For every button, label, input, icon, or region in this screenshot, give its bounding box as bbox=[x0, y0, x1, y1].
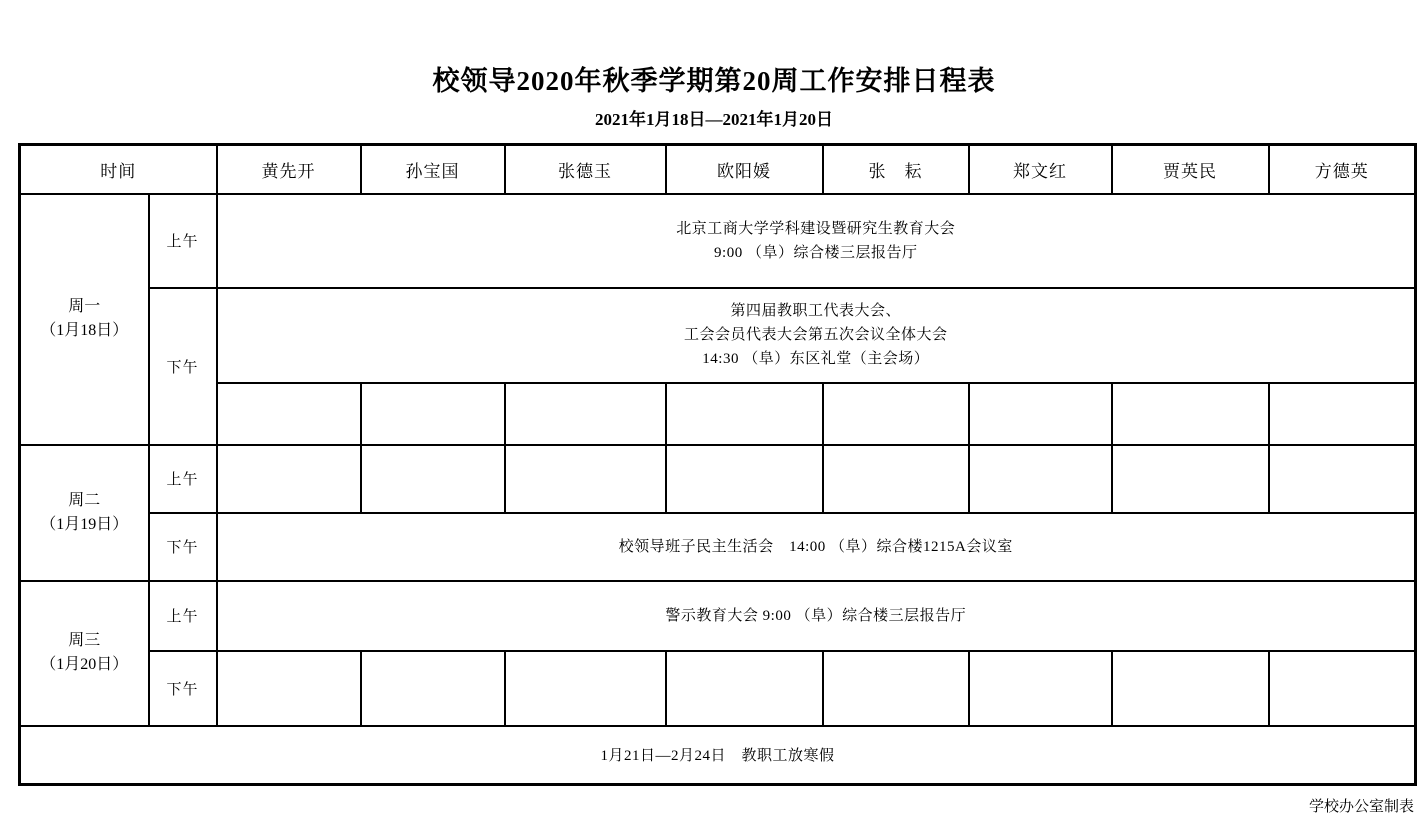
monday-empty-row bbox=[20, 383, 1416, 445]
leader-header: 孙宝国 bbox=[361, 145, 505, 194]
wednesday-pm-label: 下午 bbox=[149, 651, 217, 726]
monday-am-label: 上午 bbox=[149, 194, 217, 288]
footer-note: 学校办公室制表 bbox=[1308, 798, 1414, 815]
tuesday-pm-label: 下午 bbox=[149, 513, 217, 581]
event-line: 工会会员代表大会第五次会议全体大会 bbox=[683, 327, 948, 343]
empty-cell bbox=[666, 651, 823, 726]
event-line: 校领导班子民主生活会 14:00 （阜）综合楼1215A会议室 bbox=[618, 538, 1013, 555]
monday-am-event bbox=[217, 194, 1416, 288]
tuesday-am-label: 上午 bbox=[149, 445, 217, 513]
empty-cell bbox=[361, 445, 505, 513]
empty-cell bbox=[1112, 383, 1269, 445]
day-cell-wednesday bbox=[20, 581, 149, 726]
empty-cell bbox=[666, 383, 823, 445]
wednesday-am-event bbox=[217, 581, 1416, 651]
day-date: （1月18日） bbox=[40, 322, 129, 339]
empty-cell bbox=[666, 445, 823, 513]
empty-cell bbox=[505, 383, 666, 445]
day-name: 周三 bbox=[68, 632, 101, 649]
empty-cell bbox=[361, 651, 505, 726]
empty-cell bbox=[969, 445, 1112, 513]
tuesday-pm-row bbox=[20, 513, 1416, 581]
event-line: 9:00 （阜）综合楼三层报告厅 bbox=[714, 244, 918, 261]
tuesday-pm-event bbox=[217, 513, 1416, 581]
wednesday-am-row bbox=[20, 581, 1416, 651]
date-range-subtitle: 2021年1月18日—2021年1月20日 bbox=[595, 110, 833, 129]
empty-cell bbox=[1112, 651, 1269, 726]
tuesday-am-row bbox=[20, 445, 1416, 513]
empty-cell bbox=[969, 651, 1112, 726]
day-name: 周一 bbox=[68, 298, 101, 315]
leader-header: 黄先开 bbox=[217, 145, 361, 194]
empty-cell bbox=[217, 651, 361, 726]
event-line: 警示教育大会 9:00 （阜）综合楼三层报告厅 bbox=[665, 607, 967, 624]
empty-cell bbox=[823, 651, 969, 726]
empty-cell bbox=[1269, 651, 1416, 726]
day-cell-monday bbox=[20, 194, 149, 445]
empty-cell bbox=[505, 651, 666, 726]
header-row bbox=[20, 145, 1416, 194]
leader-header: 郑文红 bbox=[969, 145, 1112, 194]
page-title: 校领导2020年秋季学期第20周工作安排日程表 bbox=[432, 66, 996, 96]
day-date: （1月20日） bbox=[40, 656, 129, 673]
day-name: 周二 bbox=[68, 491, 101, 509]
empty-cell bbox=[823, 383, 969, 445]
monday-pm-label: 下午 bbox=[149, 288, 217, 445]
day-date: （1月19日） bbox=[40, 515, 129, 533]
event-line: 第四届教职工代表大会、 bbox=[730, 303, 901, 319]
leader-header: 张 耘 bbox=[823, 145, 969, 194]
empty-cell bbox=[1112, 445, 1269, 513]
empty-cell bbox=[969, 383, 1112, 445]
empty-cell bbox=[823, 445, 969, 513]
day-cell-tuesday bbox=[20, 445, 149, 581]
empty-cell bbox=[217, 445, 361, 513]
monday-pm-row bbox=[20, 288, 1416, 383]
empty-cell bbox=[505, 445, 666, 513]
wednesday-am-label: 上午 bbox=[149, 581, 217, 651]
empty-cell bbox=[361, 383, 505, 445]
empty-cell bbox=[217, 383, 361, 445]
holiday-note: 1月21日—2月24日 教职工放寒假 bbox=[20, 726, 1416, 785]
leader-header: 欧阳媛 bbox=[666, 145, 823, 194]
event-line: 北京工商大学学科建设暨研究生教育大会 bbox=[676, 220, 956, 237]
monday-am-row bbox=[20, 194, 1416, 288]
event-line: 14:30 （阜）东区礼堂（主会场） bbox=[702, 351, 930, 367]
leader-header: 张德玉 bbox=[505, 145, 666, 194]
holiday-row bbox=[20, 726, 1416, 785]
schedule-table bbox=[18, 143, 1417, 786]
time-column-header: 时间 bbox=[20, 145, 217, 194]
leader-header: 贾英民 bbox=[1112, 145, 1269, 194]
monday-pm-event bbox=[217, 288, 1416, 383]
wednesday-pm-row bbox=[20, 651, 1416, 726]
leader-header: 方德英 bbox=[1269, 145, 1416, 194]
empty-cell bbox=[1269, 445, 1416, 513]
empty-cell bbox=[1269, 383, 1416, 445]
